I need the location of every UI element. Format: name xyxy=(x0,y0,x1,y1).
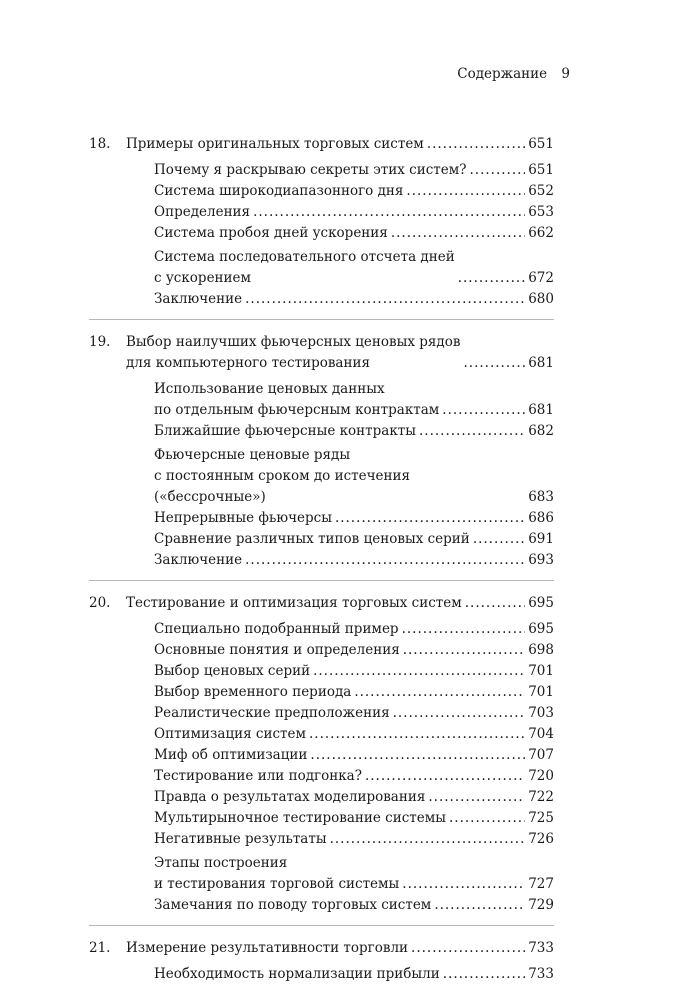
toc-section-entry[interactable] xyxy=(154,829,554,850)
section-title: Определения xyxy=(154,204,251,220)
section-page: 701 xyxy=(528,663,554,679)
section-title: Выбор временного периода xyxy=(154,684,352,700)
section-title: Необходимость нормализации прибыли xyxy=(154,966,440,982)
section-title: Фьючерсные ценовые ряды с постоянным сроком до истечения («бессрочные») xyxy=(154,447,411,505)
chapter-title: Тестирование и оптимизация торговых систем xyxy=(126,595,462,611)
toc-section-entry[interactable] xyxy=(154,247,554,289)
toc-section-entry[interactable] xyxy=(154,619,554,640)
section-page: 727 xyxy=(528,876,554,892)
section-page: 653 xyxy=(528,204,554,220)
toc-section-entry[interactable] xyxy=(154,787,554,808)
section-page: 682 xyxy=(528,423,554,439)
leader-dots xyxy=(434,895,525,916)
toc-section-entry[interactable] xyxy=(154,160,554,181)
leader-dots xyxy=(411,938,525,959)
leader-dots xyxy=(245,289,525,310)
section-title: Этапы построения и тестирования торговой системы xyxy=(154,855,400,892)
leader-dots xyxy=(245,550,525,571)
section-title: Выбор ценовых серий xyxy=(154,663,311,679)
section-page: 651 xyxy=(528,162,554,178)
toc-section-entry[interactable] xyxy=(154,445,554,508)
section-page: 693 xyxy=(528,552,554,568)
toc-section-entry[interactable] xyxy=(154,550,554,571)
section-page: 652 xyxy=(528,183,554,199)
toc-chapter xyxy=(89,938,554,994)
section-title: Правда о результатах моделирования xyxy=(154,789,426,805)
toc-section-entry[interactable] xyxy=(154,682,554,703)
section-page: 733 xyxy=(528,966,554,982)
section-title: Замечания по поводу торговых систем xyxy=(154,897,432,913)
leader-dots xyxy=(313,661,525,682)
section-title: Негативные результаты xyxy=(154,831,327,847)
section-page: 722 xyxy=(528,789,554,805)
chapter-title: Примеры оригинальных торговых систем xyxy=(126,136,424,152)
chapter-page: 695 xyxy=(528,595,554,611)
section-title: Непрерывные фьючерсы xyxy=(154,510,332,526)
leader-dots xyxy=(330,829,526,850)
leader-dots xyxy=(391,223,525,244)
section-page: 691 xyxy=(528,531,554,547)
chapter-title: Выбор наилучших фьючерсных ценовых рядов для компьютерного тестирования xyxy=(126,334,461,371)
leader-dots xyxy=(402,619,526,640)
leader-dots xyxy=(393,703,526,724)
chapter-heading[interactable] xyxy=(89,593,554,614)
chapter-heading[interactable] xyxy=(89,332,554,374)
running-head xyxy=(457,66,570,82)
section-page: 726 xyxy=(528,831,554,847)
toc-section-entry[interactable] xyxy=(154,181,554,202)
leader-dots xyxy=(335,508,525,529)
section-page: 672 xyxy=(528,270,554,286)
chapter-heading[interactable] xyxy=(89,938,554,959)
section-title: Заключение xyxy=(154,291,243,307)
section-title: Заключение xyxy=(154,552,243,568)
toc-chapter xyxy=(89,593,554,926)
chapter-page: 651 xyxy=(528,136,554,152)
leader-dots xyxy=(449,808,525,829)
section-title: Почему я раскрываю секреты этих систем? xyxy=(154,162,467,178)
section-page: 707 xyxy=(528,747,554,763)
section-title: Мультирыночное тестирование системы xyxy=(154,810,447,826)
toc-chapter xyxy=(89,332,554,581)
chapter-number: 21. xyxy=(89,940,111,956)
chapter-number: 19. xyxy=(89,334,111,350)
section-title: Реалистические предположения xyxy=(154,705,390,721)
section-title: Ближайшие фьючерсные контракты xyxy=(154,423,416,439)
leader-dots xyxy=(309,724,525,745)
chapter-number: 18. xyxy=(89,136,111,152)
toc-section-entry[interactable] xyxy=(154,202,554,223)
toc-section-entry[interactable] xyxy=(154,808,554,829)
toc-section-entry[interactable] xyxy=(154,508,554,529)
toc-chapter xyxy=(89,134,554,320)
section-page: 695 xyxy=(528,621,554,637)
section-page: 698 xyxy=(528,642,554,658)
toc-section-entry[interactable] xyxy=(154,703,554,724)
toc-section-entry[interactable] xyxy=(154,724,554,745)
toc-section-entry[interactable] xyxy=(154,223,554,244)
chapter-page: 733 xyxy=(528,940,554,956)
leader-dots xyxy=(253,202,525,223)
section-page: 686 xyxy=(528,510,554,526)
leader-dots xyxy=(402,874,525,895)
section-title: Специально подобранный пример xyxy=(154,621,399,637)
section-list xyxy=(89,964,554,985)
section-title: Система пробоя дней ускорения xyxy=(154,225,388,241)
leader-dots xyxy=(310,745,525,766)
section-page: 683 xyxy=(528,489,554,505)
toc-section-entry[interactable] xyxy=(154,529,554,550)
section-title: Система широкодиапазонного дня xyxy=(154,183,404,199)
leader-dots xyxy=(463,353,525,374)
running-head-title: Содержание xyxy=(457,66,548,82)
section-title: Оптимизация систем xyxy=(154,726,307,742)
toc-section-entry[interactable] xyxy=(154,895,554,916)
toc-section-entry[interactable] xyxy=(154,853,554,895)
chapter-heading[interactable] xyxy=(89,134,554,155)
section-title: Система последовательного отсчета дней с ускорением xyxy=(154,249,455,286)
section-list xyxy=(89,619,554,916)
section-title: Использование ценовых данных по отдельным фьючерсным контрактам xyxy=(154,381,440,418)
toc-section-entry[interactable] xyxy=(154,289,554,310)
section-list xyxy=(89,160,554,310)
toc-section-entry[interactable] xyxy=(154,379,554,421)
section-page: 720 xyxy=(528,768,554,784)
leader-dots xyxy=(419,421,525,442)
chapter-title: Измерение результативности торговли xyxy=(126,940,409,956)
leader-dots xyxy=(428,787,525,808)
chapter-page: 681 xyxy=(528,355,554,371)
leader-dots xyxy=(403,640,526,661)
section-page: 704 xyxy=(528,726,554,742)
section-title: Основные понятия и определения xyxy=(154,642,400,658)
page-number: 9 xyxy=(561,66,570,82)
section-page: 680 xyxy=(528,291,554,307)
toc-section-entry[interactable] xyxy=(154,766,554,787)
section-title: Тестирование или подгонка? xyxy=(154,768,362,784)
section-page: 681 xyxy=(528,402,554,418)
leader-dots xyxy=(465,593,525,614)
table-of-contents xyxy=(0,134,694,1006)
section-page: 662 xyxy=(528,225,554,241)
leader-dots xyxy=(473,529,525,550)
section-list xyxy=(89,379,554,571)
toc-section-entry[interactable] xyxy=(154,964,554,985)
section-title: Сравнение различных типов ценовых серий xyxy=(154,531,470,547)
toc-section-entry[interactable] xyxy=(154,661,554,682)
leader-dots xyxy=(354,682,525,703)
leader-dots xyxy=(427,134,525,155)
section-title: Миф об оптимизации xyxy=(154,747,308,763)
leader-dots xyxy=(365,766,525,787)
leader-dots xyxy=(443,964,525,985)
chapter-number: 20. xyxy=(89,595,111,611)
toc-section-entry[interactable] xyxy=(154,640,554,661)
toc-section-entry[interactable] xyxy=(154,421,554,442)
section-page: 703 xyxy=(528,705,554,721)
leader-dots xyxy=(406,181,525,202)
section-page: 701 xyxy=(528,684,554,700)
toc-section-entry[interactable] xyxy=(154,745,554,766)
section-page: 725 xyxy=(528,810,554,826)
leader-dots xyxy=(442,400,525,421)
leader-dots xyxy=(470,160,526,181)
section-page: 729 xyxy=(528,897,554,913)
leader-dots xyxy=(458,268,526,289)
